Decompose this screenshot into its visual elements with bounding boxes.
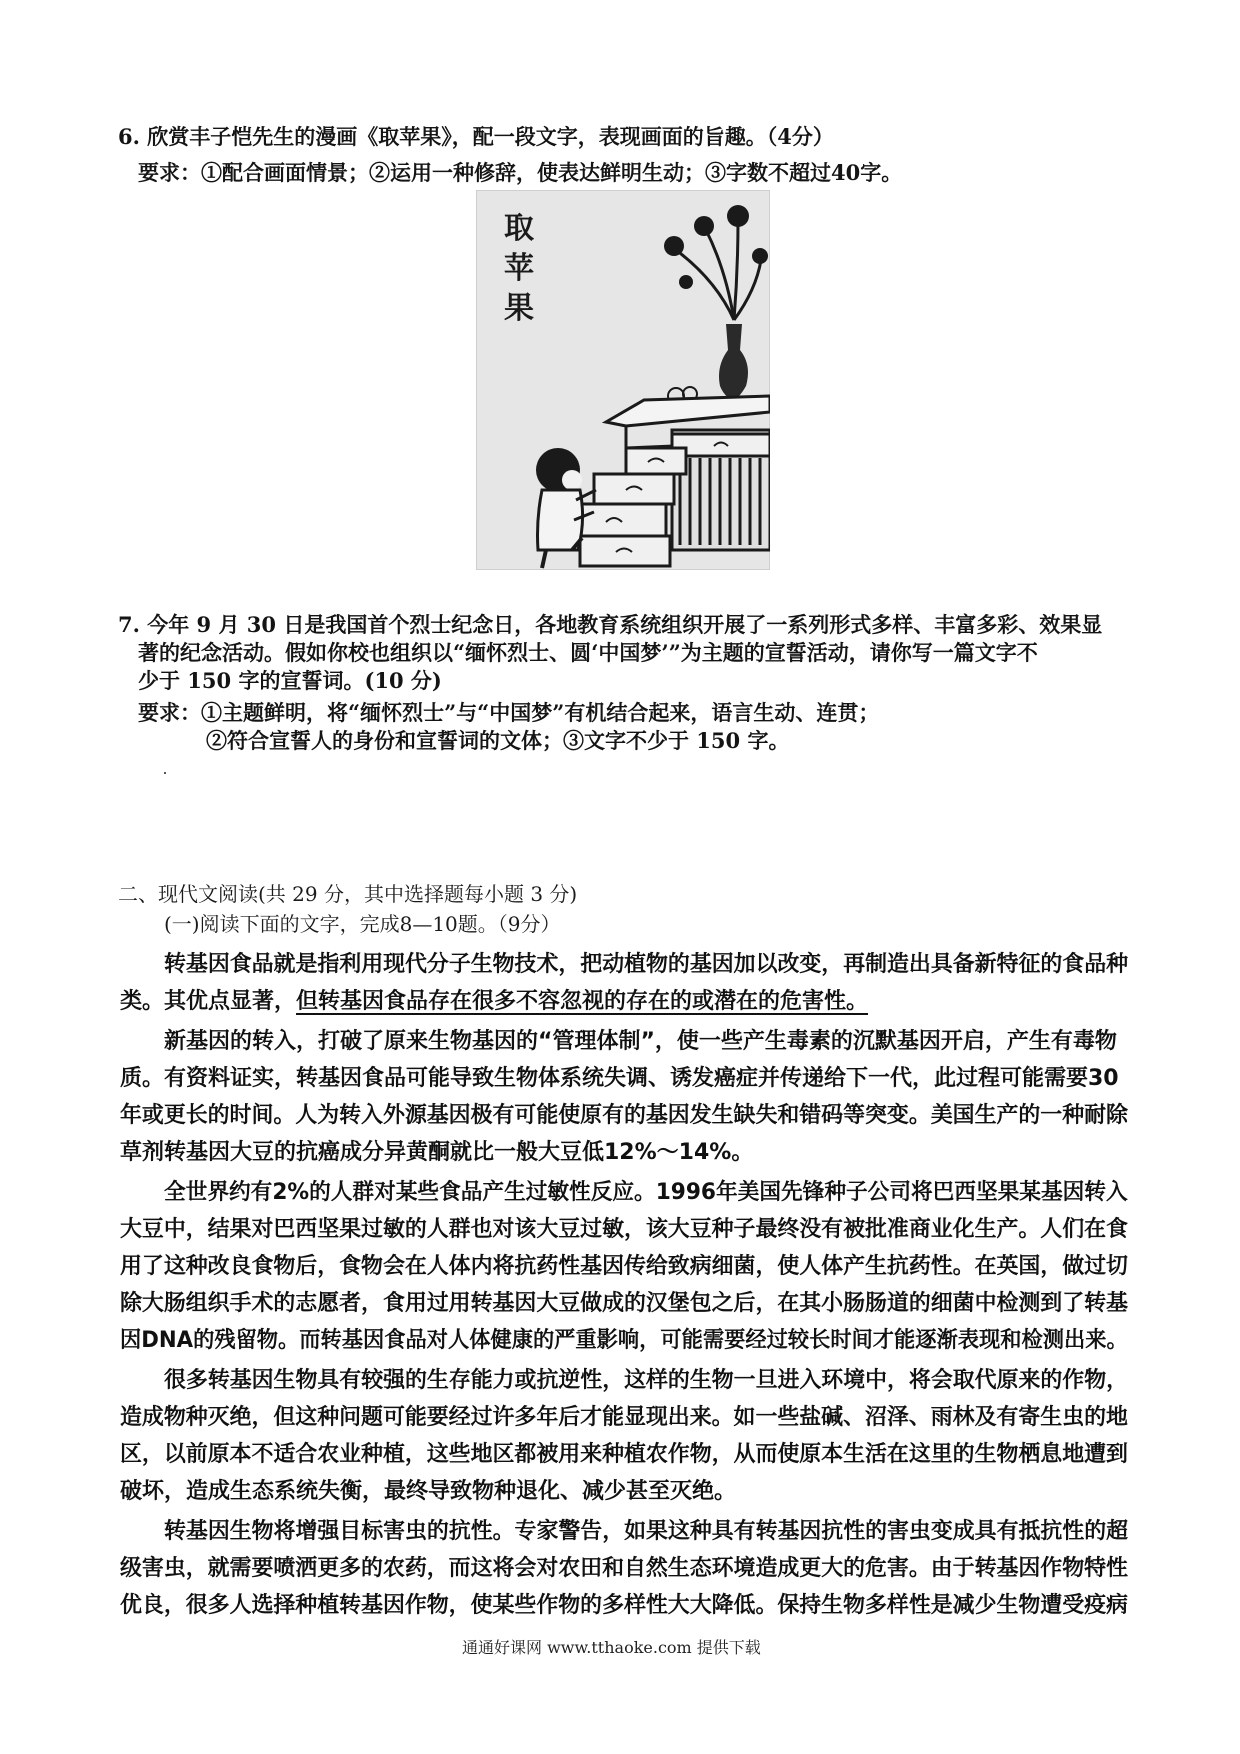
question-6-prompt: 6. 欣赏丰子恺先生的漫画《取苹果》，配一段文字，表现画面的旨趣。（4分） bbox=[118, 124, 834, 149]
question-7-requirement-1: 要求：①主题鲜明，将“缅怀烈士”与“中国梦”有机结合起来，语言生动、连贯； bbox=[138, 700, 880, 725]
passage-p3-line-3: 用了这种改良食物后，食物会在人体内将抗药性基因传给致病细菌，使人体产生抗药性。在英国，做过切 bbox=[120, 1254, 1128, 1279]
passage-p5-line-2: 级害虫，就需要喷洒更多的农药，而这将会对农田和自然生态环境造成更大的危害。由于转基因作物特性 bbox=[120, 1556, 1128, 1581]
question-7-requirement-2: ②符合宣誓人的身份和宣誓词的文体；③文字不少于 150 字。 bbox=[206, 728, 790, 753]
svg-text:苹: 苹 bbox=[504, 251, 534, 286]
page-footer: 通通好课网 www.tthaoke.com 提供下载 bbox=[462, 1638, 761, 1657]
question-7-line-1: 7. 今年 9 月 30 日是我国首个烈士纪念日，各地教育系统组织开展了一系列形式多样、丰富多彩、效果显 bbox=[118, 612, 1103, 637]
section-2-title: 二、现代文阅读(共 29 分，其中选择题每小题 3 分) bbox=[118, 882, 578, 906]
passage-p5-line-3: 优良，很多人选择种植转基因作物，使某些作物的多样性大大降低。保持生物多样性是减少生物遭受疫病 bbox=[120, 1593, 1128, 1618]
question-7-line-3: 少于 150 字的宣誓词。(10 分) bbox=[138, 668, 442, 693]
passage-p4-line-2: 造成物种灭绝，但这种问题可能要经过许多年后才能显现出来。如一些盐碱、沼泽、雨林及有寄生虫的地 bbox=[120, 1405, 1128, 1430]
svg-text:果: 果 bbox=[504, 291, 534, 326]
passage-p2-line-4: 草剂转基因大豆的抗癌成分异黄酮就比一般大豆低12%～14%。 bbox=[120, 1140, 754, 1165]
passage-underlined-sentence: 但转基因食品存在很多不容忽视的存在的或潜在的危害性。 bbox=[296, 989, 869, 1014]
passage-p1-line-2a: 类。其优点显著， bbox=[120, 989, 297, 1014]
question-6-requirement: 要求：①配合画面情景；②运用一种修辞，使表达鲜明生动；③字数不超过40字。 bbox=[138, 160, 903, 185]
passage-p4-line-4: 破坏，造成生态系统失衡，最终导致物种退化、减少甚至灭绝。 bbox=[120, 1479, 737, 1504]
passage-p5-line-1: 转基因生物将增强目标害虫的抗性。专家警告，如果这种具有转基因抗性的害虫变成具有抵抗性的超 bbox=[164, 1519, 1129, 1544]
passage-p3-line-2: 大豆中，结果对巴西坚果过敏的人群也对该大豆过敏，该大豆种子最终没有被批准商业化生产。人们在食 bbox=[120, 1217, 1128, 1242]
passage-p4-line-1: 很多转基因生物具有较强的生存能力或抗逆性，这样的生物一旦进入环境中，将会取代原来的作物， bbox=[164, 1368, 1129, 1393]
question-7-line-2: 著的纪念活动。假如你校也组织以“缅怀烈士、圆‘中国梦’”为主题的宣誓活动，请你写一篇文字不 bbox=[138, 640, 1038, 665]
passage-p3-line-4: 除大肠组织手术的志愿者，食用过用转基因大豆做成的汉堡包之后，在其小肠肠道的细菌中检测到了转基 bbox=[120, 1291, 1128, 1316]
passage-p1-line-2 bbox=[120, 991, 868, 1013]
comic-calligraphy: 取 bbox=[504, 211, 534, 246]
passage-p1-line-1: 转基因食品就是指利用现代分子生物技术，把动植物的基因加以改变，再制造出具备新特征的食品种 bbox=[164, 952, 1129, 977]
passage-p2-line-1: 新基因的转入，打破了原来生物基因的“管理体制”，使一些产生毒素的沉默基因开启，产生有毒物 bbox=[164, 1029, 1117, 1054]
passage-p2-line-3: 年或更长的时间。人为转入外源基因极有可能使原有的基因发生缺失和错码等突变。美国生产的一种耐除 bbox=[120, 1103, 1128, 1128]
passage-p3-line-5: 因DNA的残留物。而转基因食品对人体健康的严重影响，可能需要经过较长时间才能逐渐表现和检测出来。 bbox=[120, 1328, 1128, 1353]
passage-p2-line-2: 质。有资料证实，转基因食品可能导致生物体系统失调、诱发癌症并传递给下一代，此过程可能需要30 bbox=[120, 1066, 1119, 1091]
passage-p3-line-1: 全世界约有2%的人群对某些食品产生过敏性反应。1996年美国先锋种子公司将巴西坚果某基因转入 bbox=[164, 1180, 1128, 1205]
section-2-subtitle: (一)阅读下面的文字，完成8—10题。（9分） bbox=[164, 912, 561, 936]
comic-apple-illustration bbox=[476, 190, 770, 570]
stray-mark bbox=[164, 772, 166, 774]
passage-p4-line-3: 区，以前原本不适合农业种植，这些地区都被用来种植农作物，从而使原本生活在这里的生物栖息地遭到 bbox=[120, 1442, 1128, 1467]
